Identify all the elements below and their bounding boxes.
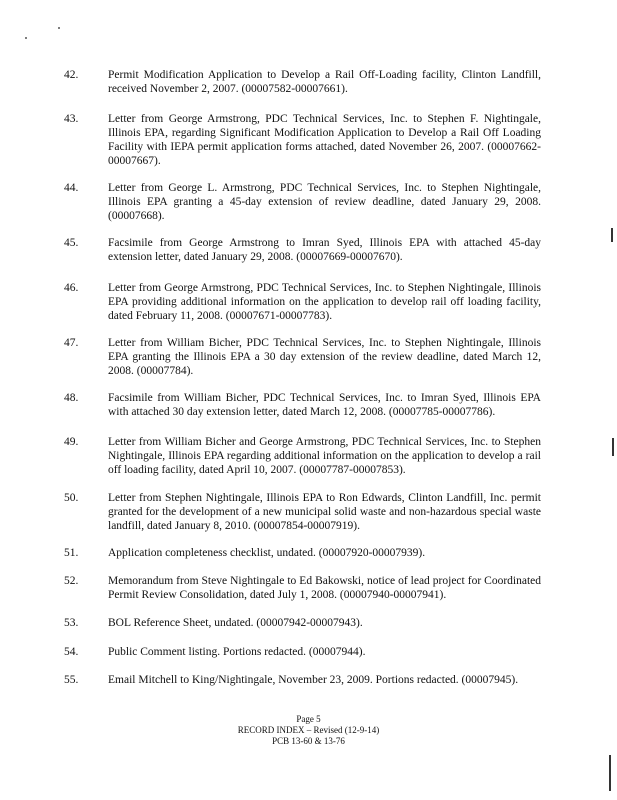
entry-text: Letter from George L. Armstrong, PDC Technical Services, Inc. to Stephen Nightingale, Illinois EPA granting a 45-day extension of review deadline, dated January 29, 2008. (00007668).: [108, 182, 541, 222]
entry-text: Permit Modification Application to Develop a Rail Off-Loading facility, Clinton Landfill, received November 2, 2007. (00007582-00007661).: [108, 69, 541, 95]
entry-text: Letter from George Armstrong, PDC Technical Services, Inc. to Stephen Nightingale, Illinois EPA providing additional information on the application to develop rail off loading facility, dated February 11, 2008. (00007671-00007783).: [108, 282, 541, 322]
entry-number: 47.: [64, 337, 79, 349]
entry-number: 45.: [64, 237, 79, 249]
scan-margin-mark: [609, 755, 611, 791]
entry-number: 44.: [64, 182, 79, 194]
scan-margin-mark: [612, 438, 614, 456]
entry-text: BOL Reference Sheet, undated. (00007942-00007943).: [108, 617, 363, 629]
record-index-revision: RECORD INDEX – Revised (12-9-14): [237, 725, 380, 735]
case-number: PCB 13-60 & 13-76: [272, 736, 345, 746]
entry-text: Letter from William Bicher, PDC Technical Services, Inc. to Stephen Nightingale, Illinois EPA granting the Illinois EPA a 30 day extension of the review deadline, dated March 12, 2008. (00007784).: [108, 337, 541, 377]
entry-number: 46.: [64, 282, 79, 294]
entry-number: 51.: [64, 547, 79, 559]
entry-text: Letter from George Armstrong, PDC Technical Services, Inc. to Stephen F. Nightingale, Illinois EPA, regarding Significant Modification Application to Develop a Rail Off Loading Facility with IEPA permit application forms attached, dated November 26, 2007. (00007662-00007667).: [108, 113, 541, 167]
entry-number: 55.: [64, 674, 79, 686]
entry-text: Letter from William Bicher and George Armstrong, PDC Technical Services, Inc. to Stephen Nightingale, Illinois EPA regarding additional information on the application to develop a rail off loading facility, dated April 10, 2007. (00007787-00007853).: [108, 436, 541, 476]
entry-number: 54.: [64, 646, 79, 658]
entry-number: 42.: [64, 69, 79, 81]
entry-text: Public Comment listing. Portions redacted. (00007944).: [108, 646, 366, 658]
page-footer: [0, 714, 617, 747]
entry-number: 43.: [64, 113, 79, 125]
entry-text: Facsimile from William Bicher, PDC Technical Services, Inc. to Imran Syed, Illinois EPA with attached 30 day extension letter, dated March 12, 2008. (00007785-00007786).: [108, 392, 541, 418]
entry-number: 53.: [64, 617, 79, 629]
page-number: Page 5: [296, 714, 321, 724]
scan-margin-mark: [611, 228, 613, 242]
entry-number: 49.: [64, 436, 79, 448]
entry-text: Application completeness checklist, undated. (00007920-00007939).: [108, 547, 426, 559]
entry-text: Facsimile from George Armstrong to Imran Syed, Illinois EPA with attached 45-day extension letter, dated January 29, 2008. (00007669-00007670).: [108, 237, 541, 263]
entry-text: Letter from Stephen Nightingale, Illinois EPA to Ron Edwards, Clinton Landfill, Inc. permit granted for the development of a new municipal solid waste and non-hazardous special waste landfill, dated January 8, 2010. (00007854-00007919).: [108, 492, 541, 532]
entry-number: 52.: [64, 575, 79, 587]
entry-text: Memorandum from Steve Nightingale to Ed Bakowski, notice of lead project for Coordinated Permit Review Consolidation, dated July 1, 2008. (00007940-00007941).: [108, 575, 541, 601]
entry-number: 50.: [64, 492, 79, 504]
scan-speck: [58, 27, 60, 29]
entry-number: 48.: [64, 392, 79, 404]
scan-speck: [25, 37, 27, 39]
entry-text: Email Mitchell to King/Nightingale, November 23, 2009. Portions redacted. (00007945).: [108, 674, 519, 686]
